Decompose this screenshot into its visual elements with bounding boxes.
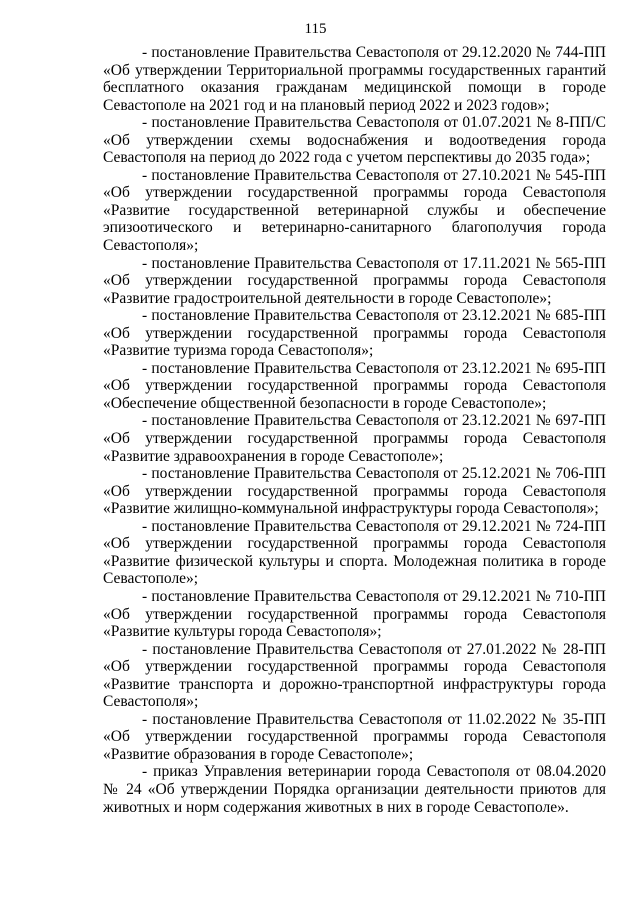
list-item: - постановление Правительства Севастополя от 23.12.2021 № 695-ПП «Об утверждении государственной программы города Севастополя «Обеспечение общественной безопасности в городе Севастополе»; <box>103 359 606 412</box>
page-number: 115 <box>304 21 327 37</box>
list-item: - приказ Управления ветеринарии города Севастополя от 08.04.2020 № 24 «Об утверждении Порядка организации деятельности приютов для животных и норм содержания животных в них в городе Севастополе». <box>103 763 606 816</box>
list-item: - постановление Правительства Севастополя от 27.01.2022 № 28-ПП «Об утверждении государственной программы города Севастополя «Развитие транспорта и дорожно-транспортной инфраструктуры города Севастополя»; <box>103 640 606 711</box>
list-item: - постановление Правительства Севастополя от 01.07.2021 № 8-ПП/С «Об утверждении схемы водоснабжения и водоотведения города Севастополя на период до 2022 года с учетом перспективы до 2035 года»; <box>103 114 606 167</box>
list-item: - постановление Правительства Севастополя от 29.12.2021 № 724-ПП «Об утверждении государственной программы города Севастополя «Развитие физической культуры и спорта. Молодежная политика в городе Севастополе»; <box>103 517 606 588</box>
list-item: - постановление Правительства Севастополя от 23.12.2021 № 685-ПП «Об утверждении государственной программы города Севастополя «Развитие туризма города Севастополя»; <box>103 307 606 360</box>
document-body <box>103 44 606 816</box>
list-item: - постановление Правительства Севастополя от 25.12.2021 № 706-ПП «Об утверждении государственной программы города Севастополя «Развитие жилищно-коммунальной инфраструктуры города Севастополя»; <box>103 465 606 518</box>
list-item: - постановление Правительства Севастополя от 29.12.2020 № 744-ПП «Об утверждении Территориальной программы государственных гарантий бесплатного оказания гражданам медицинской помощи в городе Севастополе на 2021 год и на плановый период 2022 и 2023 годов»; <box>103 44 606 114</box>
list-item: - постановление Правительства Севастополя от 17.11.2021 № 565-ПП «Об утверждении государственной программы города Севастополя «Развитие градостроительной деятельности в городе Севастополе»; <box>103 254 606 307</box>
list-item: - постановление Правительства Севастополя от 23.12.2021 № 697-ПП «Об утверждении государственной программы города Севастополя «Развитие здравоохранения в городе Севастополе»; <box>103 412 606 465</box>
list-item: - постановление Правительства Севастополя от 27.10.2021 № 545-ПП «Об утверждении государственной программы города Севастополя «Развитие государственной ветеринарной службы и обеспечение эпизоотического и ветеринарно-санитарного благополучия города Севастополя»; <box>103 166 606 255</box>
list-item: - постановление Правительства Севастополя от 11.02.2022 № 35-ПП «Об утверждении государственной программы города Севастополя «Развитие образования в городе Севастополе»; <box>103 710 606 763</box>
list-item: - постановление Правительства Севастополя от 29.12.2021 № 710-ПП «Об утверждении государственной программы города Севастополя «Развитие культуры города Севастополя»; <box>103 587 606 641</box>
